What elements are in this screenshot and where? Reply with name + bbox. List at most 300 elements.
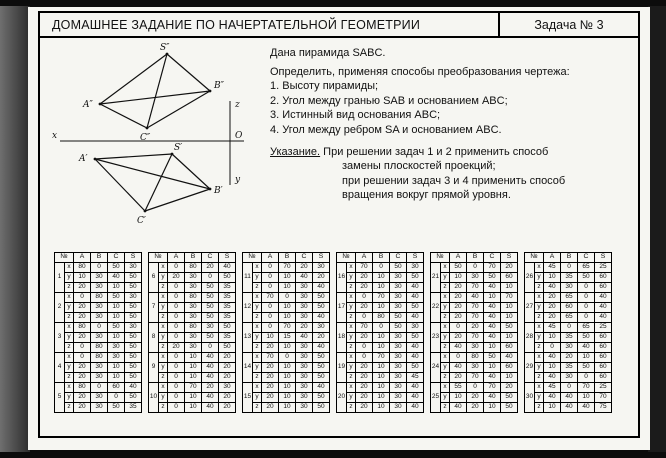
coord-value-cell: 30 [296,383,313,393]
coord-value-cell: 10 [544,273,561,283]
coord-label-cell: x [535,353,544,363]
coord-value-cell: 45 [544,263,561,273]
coord-value-cell: 50 [578,273,595,283]
coord-value-cell: 20 [74,283,91,293]
variant-number-cell: 23 [431,323,441,353]
coord-value-cell: 20 [356,403,373,413]
coord-value-cell: 20 [219,373,236,383]
pyramid-drawing [52,41,280,246]
variants-table-slot [148,252,236,413]
coord-value-cell: 20 [262,403,279,413]
coord-value-cell: 40 [450,363,467,373]
variant-number-cell: 26 [525,263,535,293]
coord-value-cell: 50 [313,303,330,313]
coord-value-cell: 10 [108,333,125,343]
coord-value-cell: 0 [561,383,578,393]
coord-value-cell: 10 [373,383,390,393]
coord-value-cell: 40 [407,393,424,403]
coord-value-cell: 80 [91,293,108,303]
coord-value-cell: 30 [467,343,484,353]
coord-value-cell: 40 [544,393,561,403]
coord-label-cell: у [159,273,168,283]
coord-label-cell: у [253,303,262,313]
coord-value-cell: 50 [108,403,125,413]
coord-value-cell: 40 [313,343,330,353]
coord-label-cell: у [253,333,262,343]
table-header-cell: C [202,253,219,263]
coord-value-cell: 40 [484,313,501,323]
coord-value-cell: 70 [501,293,518,303]
coord-value-cell: 50 [125,353,142,363]
coord-value-cell: 10 [185,353,202,363]
table-header-cell: A [544,253,561,263]
coord-value-cell: 20 [313,273,330,283]
coord-value-cell: 40 [467,293,484,303]
coord-value-cell: 30 [125,323,142,333]
coord-value-cell: 50 [108,263,125,273]
coord-value-cell: 0 [262,263,279,273]
coord-value-cell: 10 [578,353,595,363]
coord-value-cell: 20 [544,303,561,313]
coord-value-cell: 30 [467,363,484,373]
coord-value-cell: 10 [373,303,390,313]
coord-value-cell: 10 [373,343,390,353]
coord-value-cell: 30 [390,353,407,363]
coord-label-cell: z [253,343,262,353]
point-label-s-horiz: S′ [174,143,183,153]
variant-number-cell: 27 [525,293,535,323]
note-label: Указание. [270,145,321,158]
coord-value-cell: 20 [450,293,467,303]
coord-value-cell: 40 [313,313,330,323]
coord-value-cell: 0 [168,393,185,403]
coord-label-cell: у [65,363,74,373]
coord-label-cell: у [253,393,262,403]
variants-table [148,252,236,413]
coord-value-cell: 30 [91,283,108,293]
coord-value-cell: 50 [125,283,142,293]
coord-label-cell: x [65,293,74,303]
coord-value-cell: 30 [561,373,578,383]
variant-number-cell: 10 [149,383,159,413]
task-item-4: 4. Угол между ребром SA и основанием ABC. [270,123,502,136]
coord-label-cell: x [535,323,544,333]
coord-value-cell: 15 [279,333,296,343]
coord-value-cell: 40 [407,283,424,293]
coord-value-cell: 40 [202,393,219,403]
coord-value-cell: 70 [262,293,279,303]
coord-value-cell: 30 [185,303,202,313]
coord-value-cell: 70 [185,383,202,393]
coord-value-cell: 50 [313,373,330,383]
coord-value-cell: 70 [484,383,501,393]
coord-value-cell: 20 [467,393,484,403]
note-line-2: замены плоскостей проекций; [342,160,496,173]
point-label-c-horiz: C′ [137,216,146,226]
coord-label-cell: x [347,323,356,333]
assignment-text [270,46,650,203]
coord-value-cell: 0 [168,263,185,273]
coord-value-cell: 10 [501,303,518,313]
coord-value-cell: 70 [279,323,296,333]
coord-value-cell: 30 [390,273,407,283]
table-header-cell: S [125,253,142,263]
origin-label: O [235,131,243,141]
coord-value-cell: 20 [356,393,373,403]
table-header-cell: S [313,253,330,263]
variant-number-cell: 15 [243,383,253,413]
coord-value-cell: 0 [544,343,561,353]
coord-value-cell: 70 [467,283,484,293]
coord-value-cell: 0 [578,293,595,303]
coord-value-cell: 50 [202,333,219,343]
coord-value-cell: 10 [484,343,501,353]
coord-value-cell: 10 [484,363,501,373]
coord-value-cell: 80 [185,323,202,333]
coord-label-cell: x [159,293,168,303]
coord-value-cell: 10 [262,333,279,343]
coord-value-cell: 10 [544,363,561,373]
horizontal-projection-points [94,153,212,213]
variant-number-cell: 11 [243,263,253,293]
coord-value-cell: 10 [578,393,595,403]
coord-label-cell: z [347,403,356,413]
coord-label-cell: x [441,293,450,303]
coord-value-cell: 50 [450,263,467,273]
coord-value-cell: 80 [74,323,91,333]
coord-value-cell: 20 [168,273,185,283]
task-item-3: 3. Истинный вид основания ABC; [270,109,441,122]
front-projection-edges [100,54,210,128]
coord-label-cell: у [347,363,356,373]
coord-value-cell: 50 [108,293,125,303]
coord-value-cell: 50 [407,363,424,373]
coord-value-cell: 35 [219,293,236,303]
coord-value-cell: 20 [356,373,373,383]
coord-value-cell: 30 [91,333,108,343]
coord-label-cell: z [159,403,168,413]
coord-value-cell: 30 [296,283,313,293]
note-line-3: при решении задач 3 и 4 применить способ [342,174,566,187]
coord-value-cell: 40 [595,303,612,313]
coord-label-cell: у [535,393,544,403]
coord-value-cell: 70 [262,353,279,363]
coord-value-cell: 30 [296,293,313,303]
coord-label-cell: z [347,283,356,293]
coord-value-cell: 10 [501,283,518,293]
coord-value-cell: 40 [578,343,595,353]
coord-value-cell: 10 [373,333,390,343]
coord-value-cell: 20 [313,333,330,343]
variant-number-cell: 22 [431,293,441,323]
coord-value-cell: 50 [125,273,142,283]
point-label-a-front: A″ [83,100,93,110]
coord-value-cell: 20 [74,393,91,403]
coord-value-cell: 20 [262,393,279,403]
coord-value-cell: 50 [202,283,219,293]
table-header-cell: № [149,253,168,263]
coord-value-cell: 10 [450,273,467,283]
coord-value-cell: 30 [390,293,407,303]
coord-value-cell: 0 [168,313,185,323]
coord-value-cell: 40 [561,403,578,413]
given-line: Дана пирамида SABC. [270,47,386,59]
coord-value-cell: 50 [407,273,424,283]
coord-value-cell: 60 [595,283,612,293]
note-line-1 [270,145,650,160]
coord-value-cell: 30 [390,403,407,413]
coord-value-cell: 0 [561,323,578,333]
coord-value-cell: 0 [578,303,595,313]
coord-label-cell: z [159,343,168,353]
coord-value-cell: 60 [595,363,612,373]
coord-value-cell: 35 [125,403,142,413]
task-item-2: 2. Угол между гранью SAB и основанием ABC; [270,94,508,107]
table-header-cell: A [356,253,373,263]
coord-value-cell: 0 [279,293,296,303]
front-projection-points [99,53,212,130]
coord-value-cell: 50 [501,393,518,403]
coord-value-cell: 10 [279,343,296,353]
table-header-cell: B [279,253,296,263]
coord-value-cell: 50 [125,303,142,313]
coord-value-cell: 0 [450,323,467,333]
coord-value-cell: 50 [219,273,236,283]
coord-value-cell: 50 [501,403,518,413]
coord-value-cell: 0 [74,353,91,363]
coord-value-cell: 30 [390,383,407,393]
coord-value-cell: 20 [168,343,185,353]
coord-value-cell: 40 [219,263,236,273]
coord-value-cell: 10 [279,403,296,413]
coord-value-cell: 20 [74,313,91,323]
coord-value-cell: 70 [356,263,373,273]
variants-table [54,252,142,413]
table-header-cell: S [501,253,518,263]
variants-table [336,252,424,413]
variants-table-slot [524,252,612,413]
coord-value-cell: 10 [484,293,501,303]
table-header-cell: B [185,253,202,263]
coord-value-cell: 60 [561,303,578,313]
coord-value-cell: 0 [262,313,279,323]
coord-value-cell: 40 [202,363,219,373]
coord-value-cell: 40 [202,353,219,363]
coord-value-cell: 60 [501,363,518,373]
drawing-frame [38,11,640,438]
coord-value-cell: 40 [484,393,501,403]
coord-label-cell: x [159,263,168,273]
coord-value-cell: 80 [74,383,91,393]
variant-number-cell: 4 [55,353,65,383]
coord-label-cell: x [535,263,544,273]
coord-label-cell: z [253,403,262,413]
point-label-b-horiz: B′ [214,186,223,196]
coord-value-cell: 70 [373,353,390,363]
variant-number-cell: 7 [149,293,159,323]
coord-label-cell: у [535,273,544,283]
coord-value-cell: 30 [219,383,236,393]
coord-value-cell: 50 [125,333,142,343]
header-bar [40,13,638,38]
coord-value-cell: 50 [390,313,407,323]
horizontal-projection-edges [95,154,210,211]
coord-value-cell: 65 [578,263,595,273]
coord-value-cell: 30 [296,363,313,373]
coord-value-cell: 40 [296,273,313,283]
coord-label-cell: x [441,323,450,333]
coord-label-cell: z [159,373,168,383]
coord-label-cell: у [65,303,74,313]
coord-value-cell: 10 [279,283,296,293]
coord-label-cell: x [65,323,74,333]
coord-value-cell: 30 [125,263,142,273]
task-number: Задача № 3 [498,13,638,36]
coord-value-cell: 30 [185,313,202,323]
coord-value-cell: 35 [219,303,236,313]
coord-label-cell: x [347,293,356,303]
coord-value-cell: 40 [313,283,330,293]
coord-value-cell: 40 [484,303,501,313]
coord-label-cell: z [65,343,74,353]
coord-value-cell: 40 [484,333,501,343]
coord-value-cell: 25 [595,383,612,393]
coord-value-cell: 20 [356,303,373,313]
coord-value-cell: 0 [74,343,91,353]
coord-value-cell: 10 [279,303,296,313]
variant-number-cell: 16 [337,263,347,293]
point-label-b-front: B″ [214,81,224,91]
table-header-cell: S [407,253,424,263]
coord-value-cell: 10 [185,363,202,373]
coord-value-cell: 30 [185,343,202,353]
coord-value-cell: 10 [279,383,296,393]
variant-number-cell: 18 [337,323,347,353]
coord-label-cell: у [347,303,356,313]
coord-value-cell: 30 [296,393,313,403]
coord-label-cell: x [65,263,74,273]
coord-value-cell: 0 [356,353,373,363]
coord-label-cell: z [535,403,544,413]
coord-value-cell: 30 [125,293,142,303]
coord-value-cell: 0 [202,343,219,353]
coord-value-cell: 0 [168,373,185,383]
coord-value-cell: 10 [185,373,202,383]
coord-value-cell: 0 [168,403,185,413]
coord-value-cell: 0 [356,313,373,323]
coord-label-cell: z [347,313,356,323]
coord-label-cell: x [535,383,544,393]
coord-label-cell: у [441,363,450,373]
coord-value-cell: 30 [91,303,108,313]
coord-value-cell: 40 [407,353,424,363]
coord-value-cell: 30 [91,363,108,373]
coord-value-cell: 20 [356,273,373,283]
coord-value-cell: 10 [74,273,91,283]
coord-value-cell: 20 [219,363,236,373]
coord-value-cell: 40 [578,403,595,413]
coord-value-cell: 30 [313,263,330,273]
variant-number-cell: 2 [55,293,65,323]
coord-value-cell: 30 [296,303,313,313]
coord-value-cell: 20 [202,263,219,273]
coord-value-cell: 30 [185,273,202,283]
coord-value-cell: 50 [407,303,424,313]
coord-value-cell: 10 [373,283,390,293]
coord-value-cell: 10 [373,403,390,413]
coord-value-cell: 20 [544,313,561,323]
point-label-c-front: C″ [140,133,151,143]
coord-value-cell: 35 [561,363,578,373]
variant-number-cell: 20 [337,383,347,413]
coord-value-cell: 30 [91,393,108,403]
coord-value-cell: 50 [125,393,142,403]
coord-value-cell: 35 [561,333,578,343]
coord-value-cell: 70 [484,263,501,273]
coord-value-cell: 20 [262,363,279,373]
variants-table-slot [54,252,142,413]
coord-value-cell: 10 [108,303,125,313]
table-header-cell: A [168,253,185,263]
coord-value-cell: 20 [450,373,467,383]
coord-value-cell: 20 [450,333,467,343]
variant-number-cell: 3 [55,323,65,353]
coord-label-cell: x [441,263,450,273]
coord-label-cell: z [253,283,262,293]
coord-value-cell: 10 [279,363,296,373]
coord-value-cell: 45 [544,323,561,333]
coord-value-cell: 30 [296,313,313,323]
coord-value-cell: 10 [484,403,501,413]
coord-value-cell: 70 [595,393,612,403]
coord-value-cell: 45 [544,383,561,393]
coord-value-cell: 50 [125,313,142,323]
coord-value-cell: 20 [450,313,467,323]
coord-value-cell: 30 [108,353,125,363]
variants-table [430,252,518,413]
coord-value-cell: 0 [108,393,125,403]
variant-number-cell: 6 [149,263,159,293]
coord-value-cell: 30 [296,373,313,383]
coord-value-cell: 30 [296,403,313,413]
coord-value-cell: 20 [544,293,561,303]
coord-value-cell: 70 [356,323,373,333]
coord-label-cell: z [253,313,262,323]
determine-intro: Определить, применяя способы преобразования чертежа: [270,65,570,78]
table-header-cell: C [484,253,501,263]
coord-value-cell: 10 [373,273,390,283]
coord-value-cell: 50 [390,263,407,273]
coord-label-cell: x [347,263,356,273]
coord-label-cell: z [441,283,450,293]
coord-value-cell: 40 [544,373,561,383]
coord-value-cell: 0 [279,353,296,363]
coord-value-cell: 20 [219,393,236,403]
coord-value-cell: 40 [407,383,424,393]
coord-value-cell: 30 [108,343,125,353]
coord-value-cell: 65 [561,313,578,323]
coord-label-cell: у [159,333,168,343]
scan-edge-left [0,6,30,452]
coord-value-cell: 35 [561,273,578,283]
coord-value-cell: 30 [467,273,484,283]
coord-value-cell: 40 [450,343,467,353]
note-line-1-text: При решении задач 1 и 2 применить способ [323,145,549,158]
coord-value-cell: 20 [74,363,91,373]
coord-value-cell: 30 [390,283,407,293]
coord-value-cell: 60 [595,353,612,363]
coord-value-cell: 10 [108,363,125,373]
